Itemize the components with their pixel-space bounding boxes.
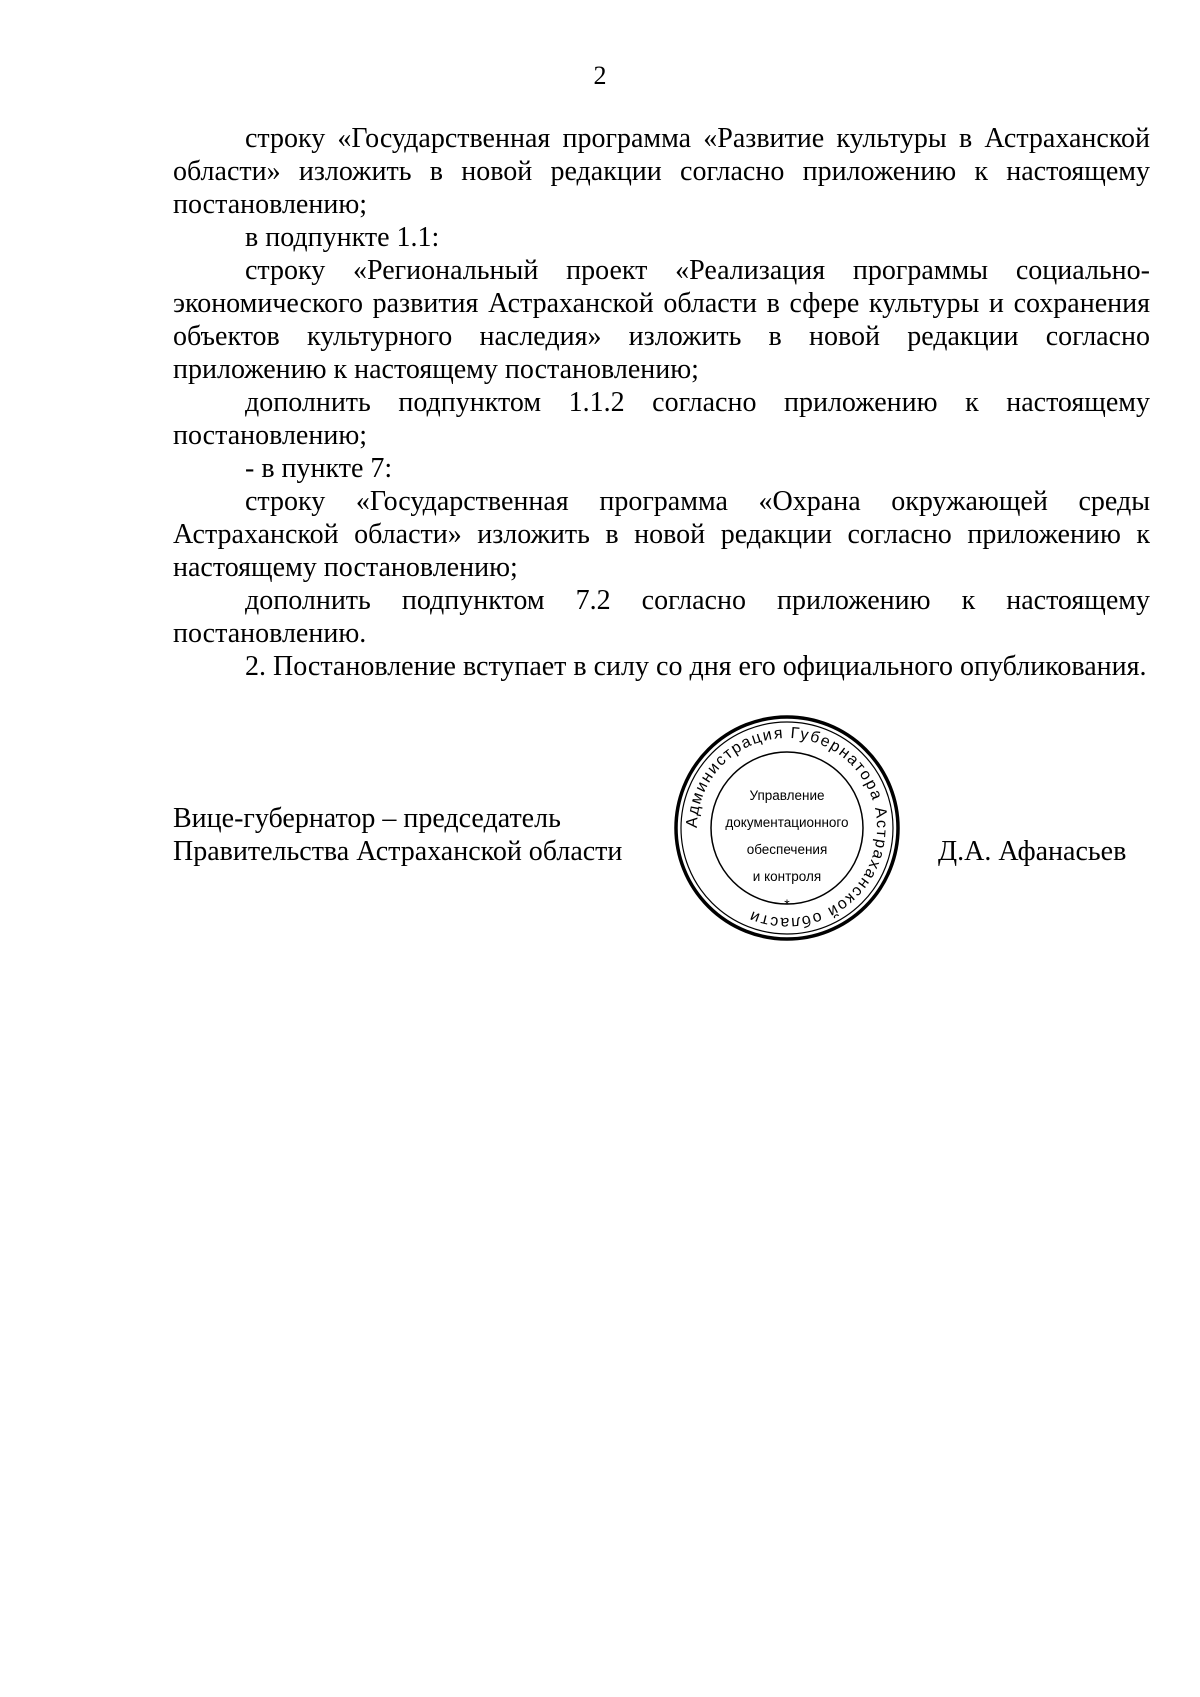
paragraph: строку «Региональный проект «Реализация программы социально-экономического развития Астраханской области в сфере культуры и сохранения объектов культурного наследия» изложить в новой редакции согласно приложению к настоящему постановлению; <box>173 255 1150 385</box>
paragraph: строку «Государственная программа «Охрана окружающей среды Астраханской области» изложить в новой редакции согласно приложению к настоящему постановлению; <box>173 486 1150 583</box>
stamp-star: * <box>784 896 790 912</box>
stamp-center-line: и контроля <box>752 869 822 884</box>
official-stamp <box>672 713 902 943</box>
signatory-position <box>173 802 622 868</box>
signatory-position-line: Вице-губернатор – председатель <box>173 803 561 834</box>
paragraph: дополнить подпунктом 1.1.2 согласно приложению к настоящему постановлению; <box>173 387 1150 451</box>
document-body <box>173 122 1150 683</box>
paragraph: строку «Государственная программа «Развитие культуры в Астраханской области» изложить в новой редакции согласно приложению к настоящему постановлению; <box>173 123 1150 220</box>
paragraph: в подпункте 1.1: <box>245 222 440 253</box>
signatory-position-line: Правительства Астраханской области <box>173 836 623 867</box>
paragraph: 2. Постановление вступает в силу со дня его официального опубликования. <box>245 651 1147 682</box>
stamp-ring-text: Администрация Губернатора Астраханской области <box>683 724 891 932</box>
paragraph: - в пункте 7: <box>245 453 393 484</box>
stamp-center-line: документационного <box>725 815 849 830</box>
stamp-center-line: Управление <box>749 788 825 803</box>
page-number: 2 <box>593 61 607 90</box>
stamp-center-line: обеспечения <box>746 842 828 857</box>
paragraph: дополнить подпунктом 7.2 согласно приложению к настоящему постановлению. <box>173 585 1150 649</box>
signatory-name: Д.А. Афанасьев <box>938 836 1127 867</box>
